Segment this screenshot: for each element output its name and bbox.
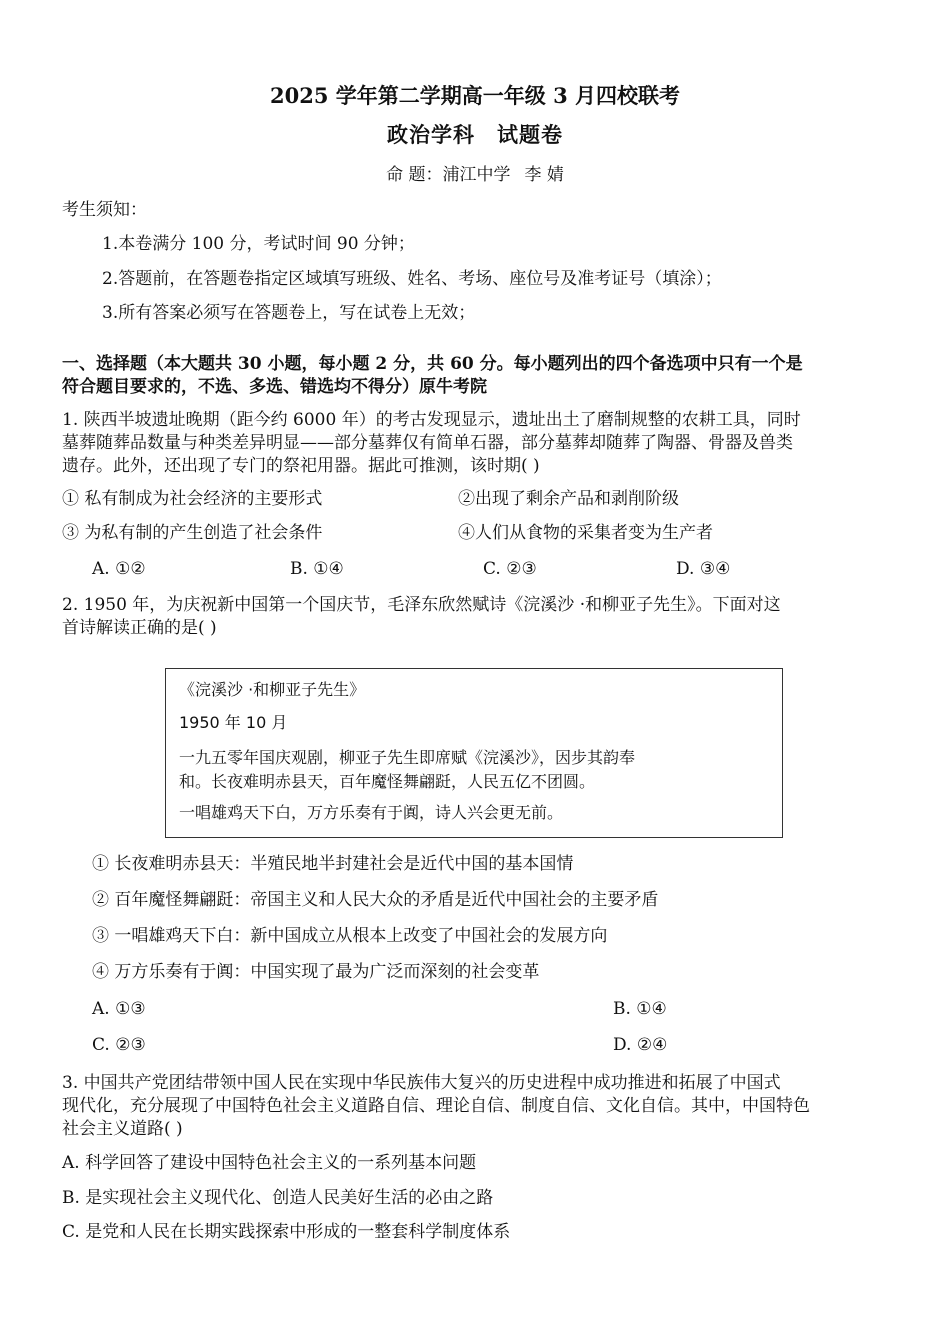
q2-choice-b: B. ①④ bbox=[613, 999, 667, 1019]
q1-choice-c: C. ②③ bbox=[483, 559, 537, 579]
q2-choice-c: C. ②③ bbox=[92, 1035, 146, 1055]
notice-item-1: 1.本卷满分 100 分，考试时间 90 分钟； bbox=[102, 234, 415, 254]
notice-item-3: 3.所有答案必须写在答题卷上，写在试卷上无效； bbox=[102, 303, 476, 323]
q3-stem-line-1: 3. 中国共产党团结带领中国人民在实现中华民族伟大复兴的历史进程中成功推进和拓展了中国式 bbox=[62, 1073, 781, 1093]
q2-choice-a: A. ①③ bbox=[92, 999, 146, 1019]
notice-item-2: 2.答题前，在答题卷指定区域填写班级、姓名、考场、座位号及准考证号（填涂）； bbox=[102, 269, 722, 289]
author-name: 李 婧 bbox=[524, 165, 564, 185]
q1-choice-a: A. ①② bbox=[92, 559, 146, 579]
q2-statement-2: ② 百年魔怪舞翩跹：帝国主义和人民大众的矛盾是近代中国社会的主要矛盾 bbox=[92, 890, 659, 910]
poem-last-line: 一唱雄鸡天下白，万方乐奏有于阗，诗人兴会更无前。 bbox=[179, 803, 564, 822]
q2-choice-d: D. ②④ bbox=[613, 1035, 668, 1055]
author-label: 命 题：浦江中学 bbox=[386, 165, 511, 185]
q1-stem-line-2: 墓葬随葬品数量与种类差异明显——部分墓葬仅有简单石器，部分墓葬却随葬了陶器、骨器及兽类 bbox=[62, 433, 793, 453]
q3-option-b: B. 是实现社会主义现代化、创造人民美好生活的必由之路 bbox=[62, 1188, 494, 1208]
q1-choice-b: B. ①④ bbox=[290, 559, 344, 579]
poem-box bbox=[165, 668, 783, 838]
notice-heading: 考生须知： bbox=[62, 200, 147, 220]
poem-title: 《浣溪沙 ·和柳亚子先生》 bbox=[179, 680, 366, 699]
q1-statement-1: ① 私有制成为社会经济的主要形式 bbox=[62, 489, 323, 509]
poem-preface-line-2: 和。长夜难明赤县天，百年魔怪舞翩跹，人民五亿不团圆。 bbox=[179, 772, 596, 791]
q1-statement-2: ②出现了剩余产品和剥削阶级 bbox=[458, 489, 679, 509]
q2-statement-4: ④ 万方乐奏有于阗：中国实现了最为广泛而深刻的社会变革 bbox=[92, 962, 540, 982]
q1-statement-4: ④人们从食物的采集者变为生产者 bbox=[458, 523, 713, 543]
q2-statement-3: ③ 一唱雄鸡天下白：新中国成立从根本上改变了中国社会的发展方向 bbox=[92, 926, 608, 946]
q2-stem-line-1: 2. 1950 年，为庆祝新中国第一个国庆节，毛泽东欣然赋诗《浣溪沙 ·和柳亚子先生》。下面对这 bbox=[62, 595, 781, 615]
q1-stem-line-1: 1. 陕西半坡遗址晚期（距今约 6000 年）的考古发现显示，遗址出土了磨制规整的农耕工具，同时 bbox=[62, 410, 801, 430]
section-heading-line-2: 符合题目要求的，不选、多选、错选均不得分）原牛考院 bbox=[62, 377, 487, 397]
q3-stem-line-3: 社会主义道路( ) bbox=[62, 1119, 183, 1139]
exam-title: 2025 学年第二学期高一年级 3 月四校联考 bbox=[270, 83, 680, 108]
section-heading-line-1: 一、选择题（本大题共 30 小题，每小题 2 分，共 60 分。每小题列出的四个备选项中只有一个是 bbox=[62, 354, 803, 374]
q3-option-c: C. 是党和人民在长期实践探索中形成的一整套科学制度体系 bbox=[62, 1222, 511, 1242]
exam-subtitle bbox=[0, 119, 950, 149]
q2-statement-1: ① 长夜难明赤县天：半殖民地半封建社会是近代中国的基本国情 bbox=[92, 854, 574, 874]
paper-label: 试题卷 bbox=[497, 122, 563, 147]
q1-choice-d: D. ③④ bbox=[676, 559, 731, 579]
subject-label: 政治学科 bbox=[387, 122, 475, 147]
q2-stem-line-2: 首诗解读正确的是( ) bbox=[62, 618, 217, 638]
q1-statement-3: ③ 为私有制的产生创造了社会条件 bbox=[62, 523, 323, 543]
poem-date: 1950 年 10 月 bbox=[179, 713, 288, 732]
q3-option-a: A. 科学回答了建设中国特色社会主义的一系列基本问题 bbox=[62, 1153, 477, 1173]
q1-stem-line-3: 遗存。此外，还出现了专门的祭祀用器。据此可推测，该时期( ) bbox=[62, 456, 540, 476]
poem-preface-line-1: 一九五零年国庆观剧，柳亚子先生即席赋《浣溪沙》，因步其韵奉 bbox=[179, 748, 636, 767]
author-line bbox=[0, 160, 950, 185]
q3-stem-line-2: 现代化，充分展现了中国特色社会主义道路自信、理论自信、制度自信、文化自信。其中，中国特色 bbox=[62, 1096, 810, 1116]
